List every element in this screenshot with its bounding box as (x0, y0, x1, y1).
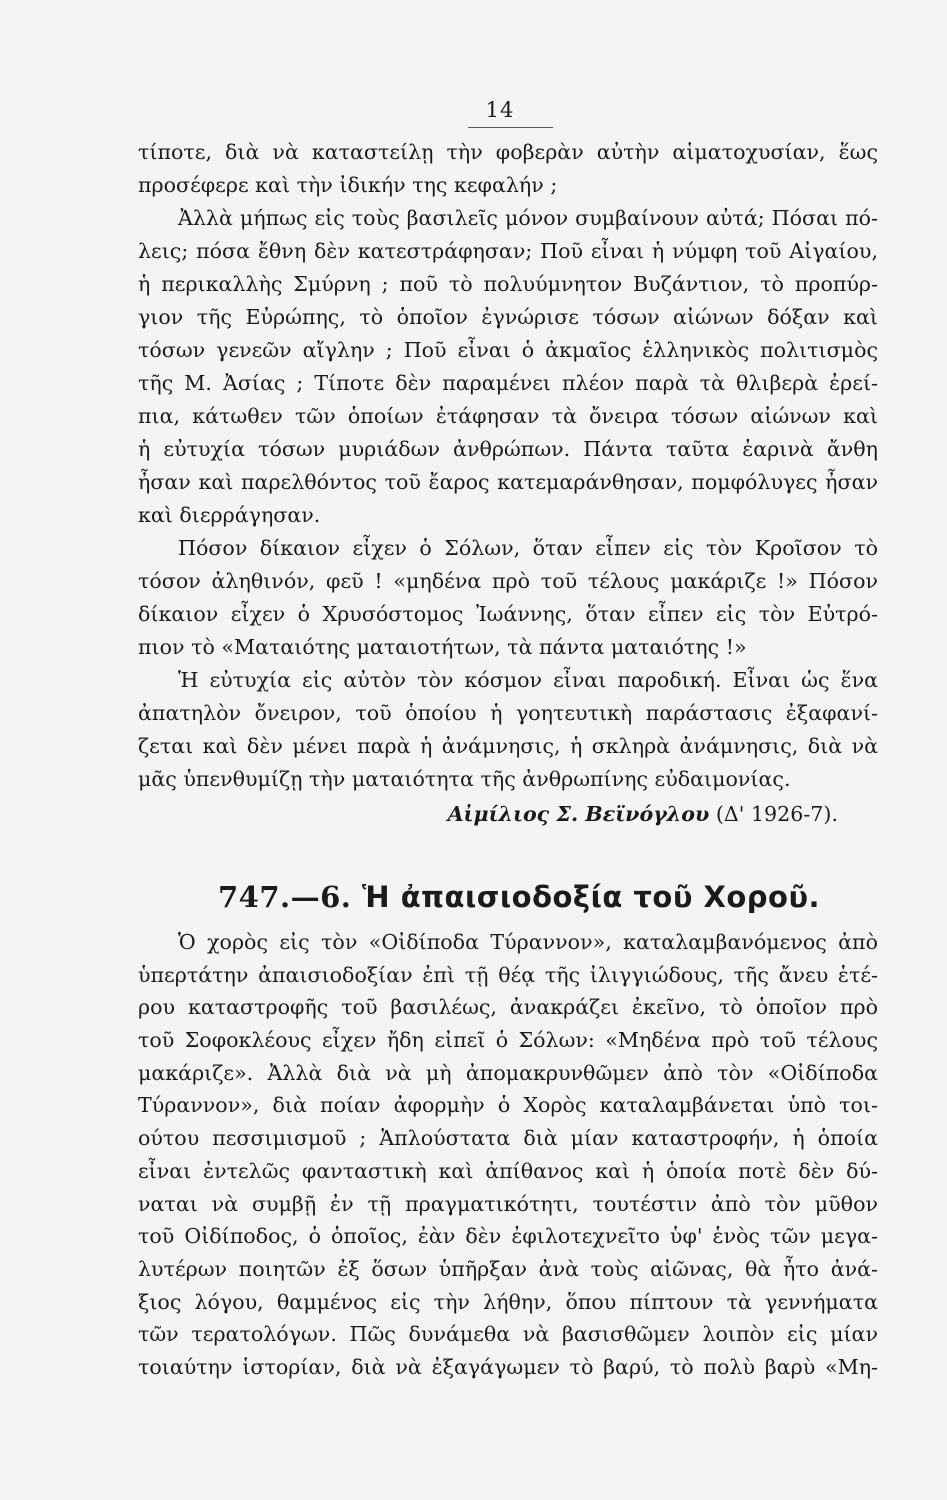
text-line: τοῦ Οἰδίποδος, ὁ ὁποῖος, ἐὰν δὲν ἐφιλοτεχνεῖτο ὑφ' ἑνὸς τῶν μεγα- (138, 1224, 878, 1249)
text-line: Ἀλλὰ μήπως εἰς τοὺς βασιλεῖς μόνον συμβαίνουν αὐτά; Πόσαι πό- (178, 206, 878, 230)
text-line: ἡ περικαλλὴς Σμύρνη ; ποῦ τὸ πολυύμνητον Βυζάντιον, τὸ προπύρ- (138, 272, 878, 296)
page-number: 14 (485, 98, 515, 122)
section-number: 747.—6. (218, 880, 352, 914)
text-line: Τύραννον», διὰ ποίαν ἀφορμὴν ὁ Χορὸς καταλαμβάνεται ὑπὸ τοι- (138, 1093, 878, 1118)
text-line: δίκαιον εἶχεν ὁ Χρυσόστομος Ἰωάννης, ὅταν εἶπεν εἰς τὸν Εὐτρό- (138, 602, 878, 626)
text-line: Ἡ εὐτυχία εἰς αὐτὸν τὸν κόσμον εἶναι παροδική. Εἶναι ὡς ἕνα (178, 668, 878, 692)
text-line: Ὁ χορὸς εἰς τὸν «Οἰδίποδα Τύραννον», καταλαμβανόμενος ἀπὸ (178, 930, 878, 954)
section-heading (218, 880, 858, 914)
text-line: τοῦ Σοφοκλέους εἶχεν ἤδη εἰπεῖ ὁ Σόλων: «Μηδένα πρὸ τοῦ τέλους (138, 1028, 878, 1053)
text-line: λυτέρων ποιητῶν ἐξ ὅσων ὑπῆρξαν ἀνὰ τοὺς αἰῶνας, θὰ ἦτο ἀνά- (138, 1256, 878, 1281)
text-line: ναται νὰ συμβῇ ἐν τῇ πραγματικότητι, τουτέστιν ἀπὸ τὸν μῦθον (138, 1191, 878, 1216)
text-line: πια, κάτωθεν τῶν ὁποίων ἐτάφησαν τὰ ὄνειρα τόσων αἰώνων καὶ (138, 404, 878, 428)
text-line: μακάριζε». Ἀλλὰ διὰ νὰ μὴ ἀπομακρυνθῶμεν ἀπὸ τὸν «Οἰδίποδα (138, 1060, 878, 1085)
text-line: ξιος λόγου, θαμμένος εἰς τὴν λήθην, ὅπου πίπτουν τὰ γεννήματα (138, 1289, 878, 1314)
text-line: προσέφερε καὶ τὴν ἰδικήν της κεφαλήν ; (138, 173, 558, 197)
text-line: ζεται καὶ δὲν μένει παρὰ ἡ ἀνάμνησις, ἡ σκληρὰ ἀνάμνησις, διὰ νὰ (138, 734, 878, 758)
section-1-text (138, 136, 878, 832)
text-line: τόσων γενεῶν αἴγλην ; Ποῦ εἶναι ὁ ἀκμαῖος ἑλληνικὸς πολιτισμὸς (138, 338, 878, 362)
section-2-text (138, 926, 878, 1384)
text-line: ἀπατηλὸν ὄνειρον, τοῦ ὁποίου ἡ γοητευτικὴ παράστασις ἐξαφανί- (138, 701, 878, 725)
text-line: ἦσαν καὶ παρελθόντος τοῦ ἔαρος κατεμαράνθησαν, πομφόλυγες ἦσαν (138, 470, 878, 494)
text-line: εἶναι ἐντελῶς φανταστικὴ καὶ ἀπίθανος καὶ ἡ ὁποία ποτὲ δὲν δύ- (138, 1158, 878, 1183)
text-line: μᾶς ὑπενθυμίζῃ τὴν ματαιότητα τῆς ἀνθρωπίνης εὐδαιμονίας. (138, 767, 791, 791)
text-line: Πόσον δίκαιον εἶχεν ὁ Σόλων, ὅταν εἶπεν εἰς τὸν Κροῖσον τὸ (178, 536, 878, 560)
text-line: λεις; πόσα ἔθνη δὲν κατεστράφησαν; Ποῦ εἶναι ἡ νύμφη τοῦ Αἰγαίου, (138, 239, 878, 263)
text-line: καὶ διερράγησαν. (138, 503, 321, 527)
text-line: γιον τῆς Εὐρώπης, τὸ ὁποῖον ἐγνώρισε τόσων αἰώνων δόξαν καὶ (138, 305, 878, 329)
text-line: ρου καταστροφῆς τοῦ βασιλέως, ἀνακράζει ἐκεῖνο, τὸ ὁποῖον πρὸ (138, 995, 878, 1020)
text-line: ούτου πεσσιμισμοῦ ; Ἁπλούστατα διὰ μίαν καταστροφήν, ἡ ὁποία (138, 1126, 878, 1151)
header-rule (468, 127, 553, 128)
text-line: πιον τὸ «Ματαιότης ματαιοτήτων, τὰ πάντα ματαιότης !» (138, 635, 747, 659)
text-line: τοιαύτην ἱστορίαν, διὰ νὰ ἐξαγάγωμεν τὸ βαρύ, τὸ πολὺ βαρὺ «Μη- (138, 1354, 878, 1379)
section-title: Ἡ ἀπαισιοδοξία τοῦ Χοροῦ. (362, 880, 821, 914)
text-line: τῆς Μ. Ἀσίας ; Τίποτε δὲν παραμένει πλέον παρὰ τὰ θλιβερὰ ἐρεί- (138, 371, 878, 395)
signature-reference: (Δ' 1926-7). (715, 802, 838, 826)
signature-author: Αἰμίλιος Σ. Βεϊνόγλου (447, 802, 710, 826)
text-line: ὑπερτάτην ἀπαισιοδοξίαν ἐπὶ τῇ θέᾳ τῆς ἰλιγγιώδους, τῆς ἄνευ ἑτέ- (138, 962, 878, 987)
text-line: τῶν τερατολόγων. Πῶς δυνάμεθα νὰ βασισθῶμεν λοιπὸν εἰς μίαν (138, 1322, 878, 1347)
text-line: τίποτε, διὰ νὰ καταστείλῃ τὴν φοβερὰν αὐτὴν αἱματοχυσίαν, ἕως (138, 140, 878, 164)
text-line: τόσον ἀληθινόν, φεῦ ! «μηδένα πρὸ τοῦ τέλους μακάριζε !» Πόσον (138, 569, 878, 593)
signature (138, 796, 878, 832)
text-line: ἡ εὐτυχία τόσων μυριάδων ἀνθρώπων. Πάντα ταῦτα ἐαρινὰ ἄνθη (138, 437, 878, 461)
